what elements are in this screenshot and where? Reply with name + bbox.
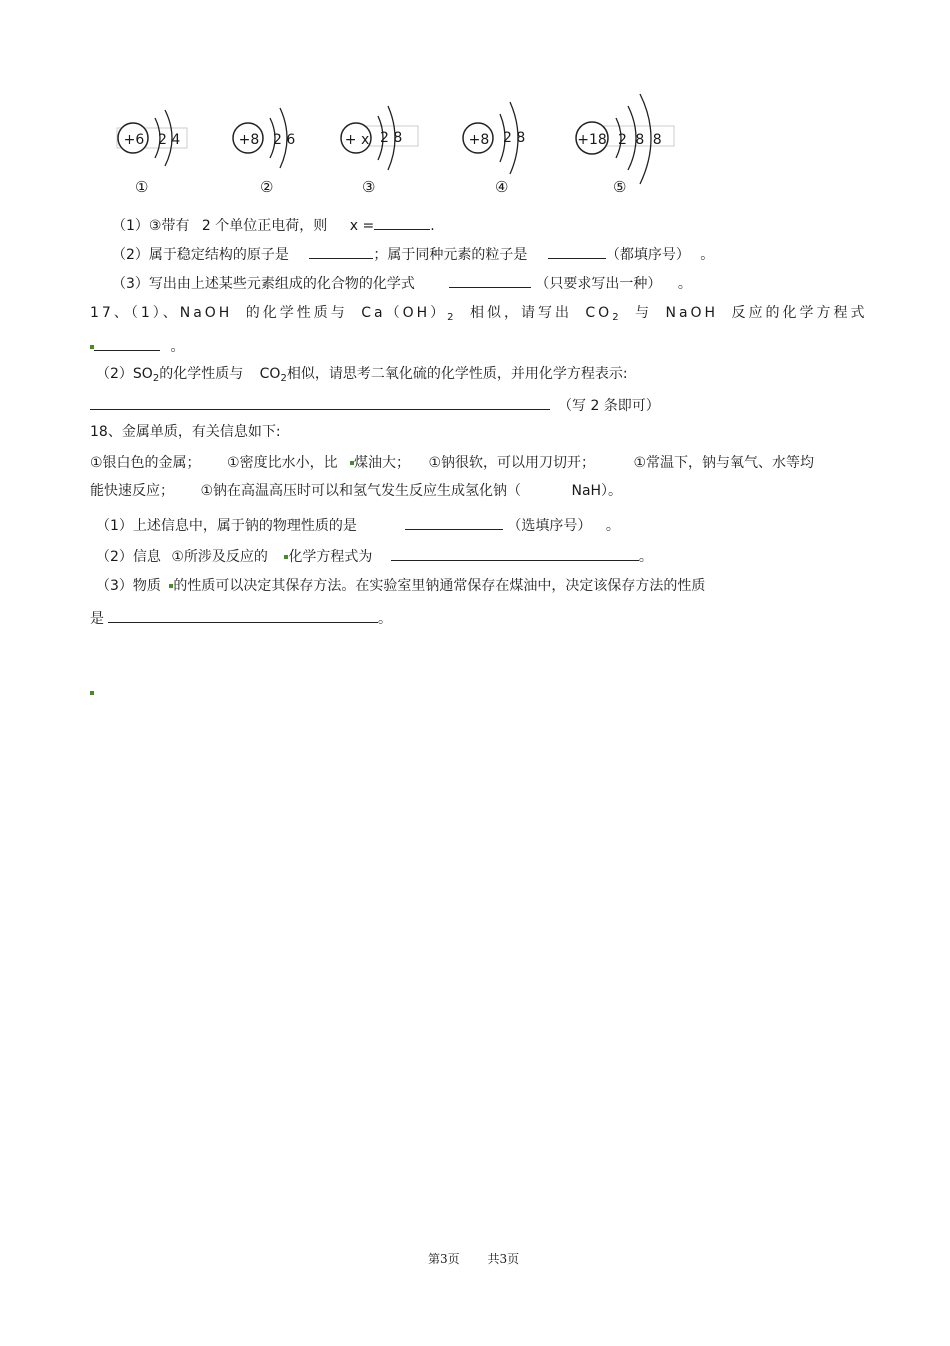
q18-info-d: ①钠很软，可以用刀切开； <box>428 455 596 471</box>
q18-info2-b: ①钠在高温高压时可以和氢气发生反应生成氢化钠（ <box>200 483 522 499</box>
q18-part3-answer <box>90 608 392 628</box>
q17-part2-answer <box>90 395 660 415</box>
nucleus-charge: + x <box>344 132 370 148</box>
atom-label-5: ⑤ <box>613 178 627 196</box>
nucleus-charge: +18 <box>577 132 607 148</box>
q18-p3-text-b: 的性质可以决定其保存方法。在实验室里钠通常保存在煤油中，决定该保存方法的性质 <box>173 578 706 594</box>
q16-p2-text-d: 。 <box>700 247 715 263</box>
q18-p3-text-d: 。 <box>378 611 392 627</box>
answer-blank[interactable] <box>374 215 430 230</box>
q18-part2 <box>96 546 653 566</box>
q18-info2-c: NaH）。 <box>571 483 623 499</box>
q16-part3 <box>112 273 692 293</box>
atom-label-4: ④ <box>495 178 509 196</box>
q16-p1-text-a: （1）③带有 <box>112 218 190 234</box>
q18-p2-text-b: ①所涉及反应的 <box>171 549 268 565</box>
q18-part3 <box>96 577 705 595</box>
electron-shells: 2 8 <box>503 130 526 146</box>
q17-p2-tail: （写 2 条即可） <box>558 398 660 414</box>
q17-text-b: 相似，请写出 CO <box>469 305 613 321</box>
q16-p3-text-c: 。 <box>677 276 692 292</box>
q18-info-c: 煤油大； <box>354 455 411 471</box>
q18-info-line2 <box>90 482 622 500</box>
q17-line2 <box>90 336 184 356</box>
q16-p2-text-a: （2）属于稳定结构的原子是 <box>112 247 289 263</box>
q18-info-e: ①常温下，钠与氧气、水等均 <box>633 455 815 471</box>
q17-line1 <box>90 304 868 327</box>
q18-p2-text-c: 化学方程式为 <box>288 549 373 565</box>
atom-diagram-5 <box>574 92 764 192</box>
q17-p2-text-a: （2）SO <box>96 366 153 382</box>
q18-p1-text-a: （1）上述信息中，属于钠的物理性质的是 <box>96 518 357 534</box>
q17-sub: 2 <box>447 312 457 323</box>
q17-p2-text-c: CO <box>259 366 281 382</box>
q16-part1 <box>112 215 435 235</box>
q17-part2 <box>96 365 628 388</box>
answer-blank[interactable] <box>309 244 373 259</box>
atom-label-2: ② <box>260 178 274 196</box>
q16-p1-text-d: . <box>430 218 435 234</box>
answer-blank[interactable] <box>94 336 160 351</box>
answer-blank[interactable] <box>548 244 606 259</box>
q18-p1-text-c: 。 <box>605 518 620 534</box>
q18-info-line1 <box>90 454 814 472</box>
q17-p2-text-b: 的化学性质与 <box>159 366 244 382</box>
q18-title: 18、金属单质，有关信息如下: <box>90 424 281 440</box>
q16-p2-text-c: （都填序号） <box>605 247 690 263</box>
answer-blank[interactable] <box>449 273 531 288</box>
nucleus-charge: +8 <box>468 132 490 148</box>
q18-p1-text-b: （选填序号） <box>507 518 592 534</box>
electron-shells: 2 6 <box>273 132 296 148</box>
page-footer <box>428 1250 519 1268</box>
q17-p2-sub2: 2 <box>280 373 287 384</box>
q17-p2-text-d: 相似，请思考二氧化硫的化学性质，并用化学方程表示: <box>286 366 628 382</box>
q18-info-a: ①银白色的金属； <box>90 455 201 471</box>
atom-label-1: ① <box>135 178 149 196</box>
answer-blank[interactable] <box>405 515 503 530</box>
atom-label-3: ③ <box>362 178 376 196</box>
q17-text-a: 17、（1）、NaOH 的化学性质与 Ca（OH） <box>90 305 448 321</box>
answer-blank[interactable] <box>391 546 639 561</box>
q17-p2-sub: 2 <box>152 373 160 384</box>
edit-marker <box>90 691 94 695</box>
electron-shells: 2 8 8 <box>618 132 662 148</box>
q17-sub2: 2 <box>612 312 622 323</box>
q16-p2-text-b: ；属于同种元素的粒子是 <box>373 247 528 263</box>
electron-shells: 2 8 <box>380 130 403 146</box>
q18-p2-text-a: （2）信息 <box>96 549 161 565</box>
q18-part1 <box>96 515 620 535</box>
page-total: 共3页 <box>487 1252 520 1266</box>
answer-blank[interactable] <box>90 395 550 410</box>
q17-text-c: 与 NaOH 反应的化学方程式 <box>635 305 868 321</box>
page-number: 第3页 <box>428 1252 460 1266</box>
q16-p1-text-c: x = <box>349 218 375 234</box>
electron-shells: 2 4 <box>158 132 181 148</box>
nucleus-charge: +8 <box>238 132 260 148</box>
q16-p3-text-b: （只要求写出一种） <box>535 276 662 292</box>
q18-p3-text-c: 是 <box>90 611 104 627</box>
q16-p3-text-a: （3）写出由上述某些元素组成的化合物的化学式 <box>112 276 415 292</box>
q18-info2-a: 能快速反应； <box>90 483 174 499</box>
q16-part2 <box>112 244 714 264</box>
q18-p3-text-a: （3）物质 <box>96 578 161 594</box>
q17-line2-end: 。 <box>170 339 185 355</box>
q18-info-b: ①密度比水小，比 <box>227 455 338 471</box>
q16-p1-text-b: 2 个单位正电荷，则 <box>201 218 328 234</box>
nucleus-charge: +6 <box>123 132 145 148</box>
answer-blank[interactable] <box>108 608 378 623</box>
q18-p2-text-d: 。 <box>638 549 653 565</box>
